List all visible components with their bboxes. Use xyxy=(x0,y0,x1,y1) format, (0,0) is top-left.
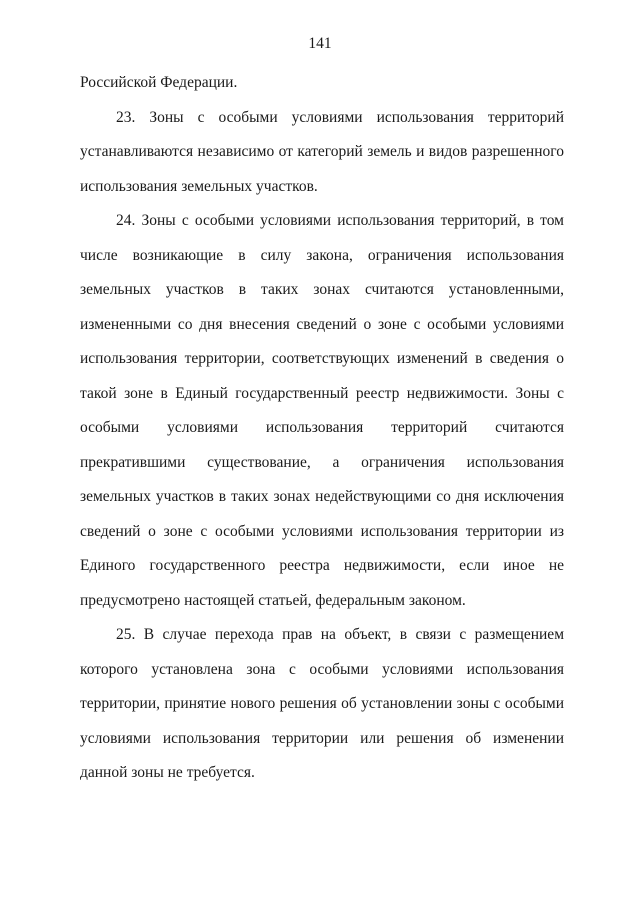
document-body xyxy=(80,66,564,791)
page-number: 141 xyxy=(308,35,332,52)
paragraph-25: 25. В случае перехода прав на объект, в связи с размещением которого установлена зона с особыми условиями использования территории, принятие нового решения об установлении зоны с особыми условиями использования территории или решения об изменении данной зоны не требуется. xyxy=(80,626,564,781)
paragraph-23: 23. Зоны с особыми условиями использования территорий устанавливаются независимо от категорий земель и видов разрешенного использования земельных участков. xyxy=(80,108,564,195)
paragraph-24: 24. Зоны с особыми условиями использования территорий, в том числе возникающие в силу закона, ограничения использования земельных участков в таких зонах считаются установленными, измененными со дня внесения сведений о зоне с особыми условиями использования территории, соответствующих изменений в сведения о такой зоне в Единый государственный реестр недвижимости. Зоны с особыми условиями использования территорий считаются прекратившими существование, а ограничения использования земельных участков в таких зонах недействующими со дня исключения сведений о зоне с особыми условиями использования территории из Единого государственного реестра недвижимости, если иное не предусмотрено настоящей статьей, федеральным законом. xyxy=(80,212,564,609)
paragraph-continuation: Российской Федерации. xyxy=(80,74,238,91)
